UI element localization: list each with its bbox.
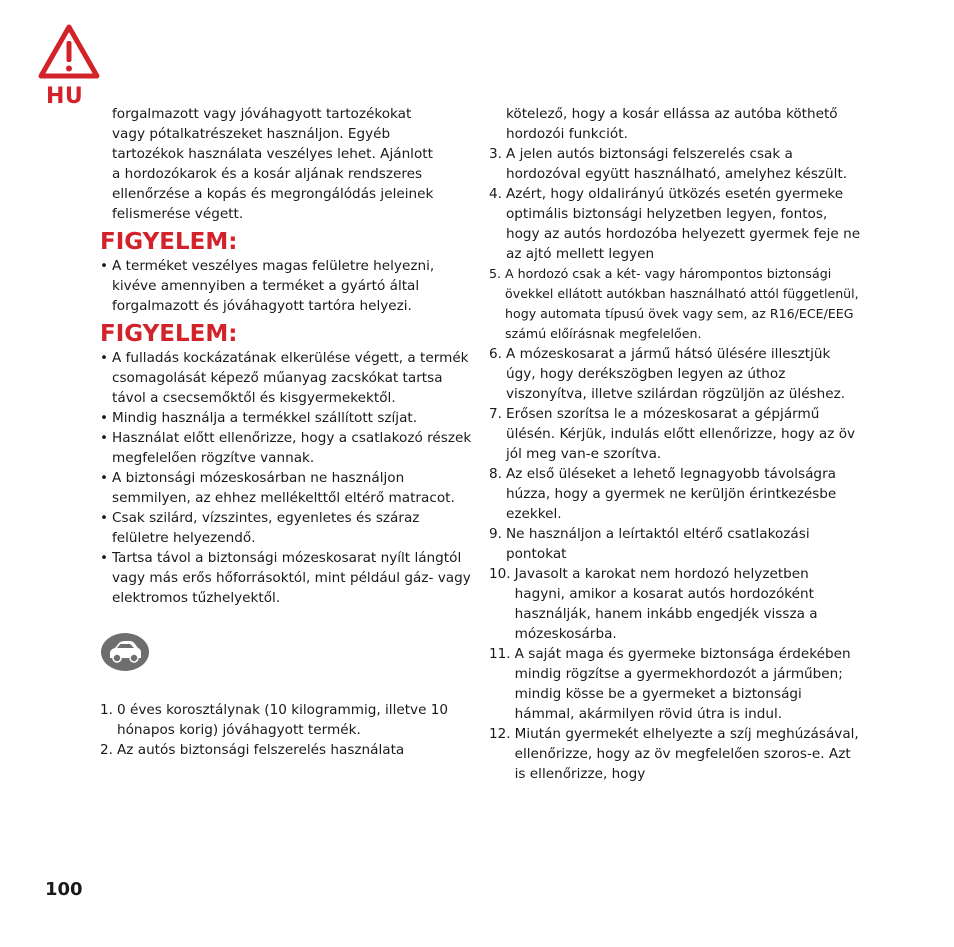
warning-triangle-icon: [37, 23, 101, 81]
list-item: [489, 464, 861, 524]
item-number: 4.: [489, 186, 502, 202]
intro-paragraph: [100, 104, 472, 224]
list-item: [489, 264, 861, 344]
list-item: • Használat előtt ellenőrizze, hogy a csatlakozó részek megfelelően rögzítve vannak.: [100, 428, 472, 468]
item-text: Ne használjon a leírtaktól eltérő csatlakozási pontokat: [505, 526, 810, 562]
list-item: [100, 700, 472, 740]
numbered-list: [100, 700, 472, 760]
page-number: 100: [45, 879, 83, 900]
list-item: [489, 724, 861, 784]
warning-heading: FIGYELEM:: [100, 229, 238, 255]
warning-heading: FIGYELEM:: [100, 321, 238, 347]
list-item: • Mindig használja a termékkel szállított szíjat.: [100, 408, 472, 428]
item-number: 7.: [489, 406, 502, 422]
item-text: Javasolt a karokat nem hordozó helyzetben hagyni, amikor a kosarat autós hordozóként használják, hanem inkább engedjék vissza a mózeskosárba.: [514, 566, 818, 642]
list-item: [489, 644, 861, 724]
item-number: 12.: [489, 726, 511, 742]
item-text: A mózeskosarat a jármű hátsó ülésére illesztjük úgy, hogy derékszögben legyen az úthoz viszonyítva, illetve szilárdan rögzüljön az üléshez.: [505, 346, 846, 402]
item-number: 11.: [489, 646, 511, 662]
item-number: 2.: [100, 742, 113, 758]
list-item: • A terméket veszélyes magas felületre helyezni, kivéve amennyiben a terméket a gyártó által forgalmazott és jóváhagyott tartóra helyezi.: [100, 256, 472, 316]
text-line: a hordozókarok és a kosár aljának rendszeres: [112, 166, 423, 182]
warning-list: [100, 348, 472, 608]
item-number: 9.: [489, 526, 502, 542]
numbered-list: [489, 144, 861, 784]
item-text: Az első üléseket a lehető legnagyobb távolságra húzza, hogy a gyermek ne kerüljön érintkezésbe ezekkel.: [505, 466, 837, 522]
text-line: forgalmazott vagy jóváhagyott tartozékokat: [112, 106, 412, 122]
list-item: [489, 564, 861, 644]
list-item: [489, 184, 861, 264]
item-number: 1.: [100, 702, 113, 718]
text-line: vagy pótalkatrészeket használjon. Egyéb: [112, 126, 391, 142]
language-code: HU: [46, 84, 84, 109]
item-number: 8.: [489, 466, 502, 482]
item-number: 3.: [489, 146, 502, 162]
list-item: • Csak szilárd, vízszintes, egyenletes és száraz felületre helyezendő.: [100, 508, 472, 548]
left-column: [100, 104, 472, 760]
list-item: • A biztonsági mózeskosárban ne használjon semmilyen, az ehhez mellékelttől eltérő matracot.: [100, 468, 472, 508]
item-number: 10.: [489, 566, 511, 582]
list-item: [489, 344, 861, 404]
item-text: Az autós biztonsági felszerelés használata: [116, 742, 405, 758]
list-item: • Tartsa távol a biztonsági mózeskosarat nyílt lángtól vagy más erős hőforrásoktól, mint például gáz- vagy elektromos tűzhelyektől.: [100, 548, 472, 608]
list-item: • A fulladás kockázatának elkerülése végett, a termék csomagolását képező műanyag zacskókat tartsa távol a csecsemőktől és kisgyermekektől.: [100, 348, 472, 408]
item-text: A jelen autós biztonsági felszerelés csak a hordozóval együtt használható, amelyhez készült.: [505, 146, 848, 182]
right-column: [489, 104, 861, 784]
item-text: Miután gyermekét elhelyezte a szíj meghúzásával, ellenőrizze, hogy az öv megfelelően szoros-e. Azt is ellenőrizze, hogy: [514, 726, 859, 782]
text-line: felismerése végett.: [112, 206, 244, 222]
item-text: Azért, hogy oldalirányú ütközés esetén gyermeke optimális biztonsági helyzetben legyen, fontos, hogy az autós hordozóba helyezett gyermek feje ne az ajtó mellett legyen: [505, 186, 861, 262]
item-number: 6.: [489, 346, 502, 362]
text-line: ellenőrzése a kopás és megrongálódás jeleinek: [112, 186, 434, 202]
warning-list: [100, 256, 472, 316]
list-item: [100, 740, 472, 760]
list-item: [489, 404, 861, 464]
continued-text: kötelező, hogy a kosár ellássa az autóba köthető hordozói funkciót.: [506, 106, 838, 142]
item-text: A hordozó csak a két- vagy hárompontos biztonsági övekkel ellátott autókban használható attól függetlenül, hogy automata típusú övek vagy sem, az R16/ECE/EEG számú előírásnak megfelelően.: [505, 266, 859, 341]
car-icon: [100, 632, 150, 672]
list-item: [489, 524, 861, 564]
list-item: [489, 144, 861, 184]
item-text: A saját maga és gyermeke biztonsága érdekében mindig rögzítse a gyermekhordozót a járműben; mindig kösse be a gyermeket a biztonsági hámmal, akármilyen rövid útra is indul.: [514, 646, 851, 722]
item-text: 0 éves korosztálynak (10 kilogrammig, illetve 10 hónapos korig) jóváhagyott termék.: [116, 702, 449, 738]
item-text: Erősen szorítsa le a mózeskosarat a gépjármű ülésén. Kérjük, indulás előtt ellenőrizze, hogy az öv jól meg van-e szorítva.: [505, 406, 856, 462]
item-number: 5.: [489, 266, 502, 281]
text-line: tartozékok használata veszélyes lehet. Ajánlott: [112, 146, 433, 162]
